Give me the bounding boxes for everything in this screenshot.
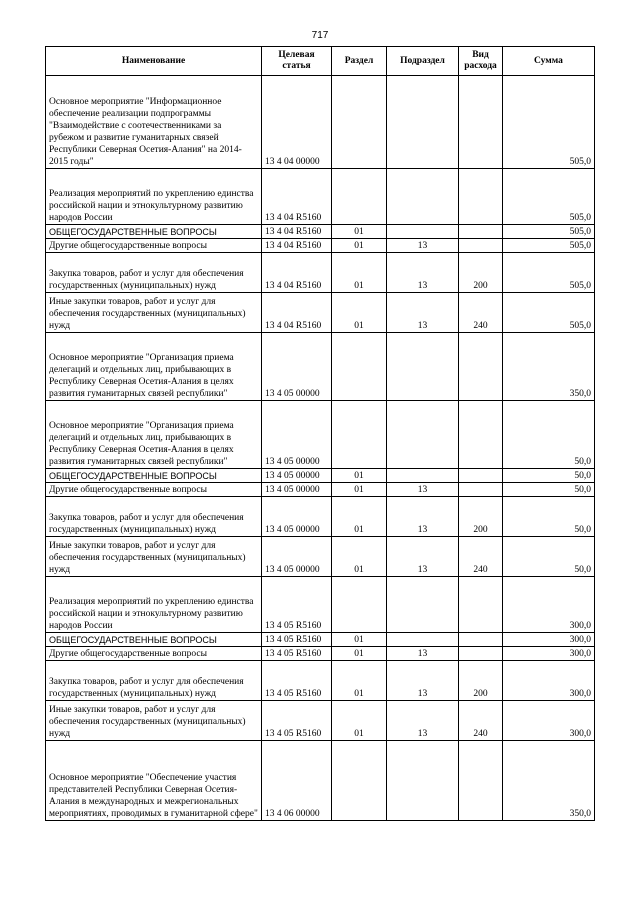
row-subsection: 13 (387, 253, 459, 293)
row-name: Иные закупки товаров, работ и услуг для обеспечения государственных (муниципальных) нужд (46, 537, 262, 577)
table-row (46, 701, 595, 741)
row-subsection (387, 76, 459, 169)
row-amount: 505,0 (503, 225, 595, 239)
row-target-code: 13 4 04 00000 (262, 76, 332, 169)
row-expense-type (459, 483, 503, 497)
row-section: 01 (332, 497, 387, 537)
header-target: Целевая статья (262, 47, 332, 76)
header-expense-type: Вид расхода (459, 47, 503, 76)
row-expense-type: 200 (459, 497, 503, 537)
row-target-code: 13 4 05 R5160 (262, 701, 332, 741)
row-expense-type (459, 401, 503, 469)
row-section: 01 (332, 537, 387, 577)
row-subsection (387, 577, 459, 633)
row-expense-type (459, 225, 503, 239)
row-amount: 505,0 (503, 76, 595, 169)
row-amount: 505,0 (503, 253, 595, 293)
row-subsection: 13 (387, 647, 459, 661)
header-name: Наименование (46, 47, 262, 76)
row-target-code: 13 4 05 00000 (262, 469, 332, 483)
row-section: 01 (332, 293, 387, 333)
row-amount: 505,0 (503, 239, 595, 253)
row-expense-type (459, 169, 503, 225)
row-subsection (387, 333, 459, 401)
row-amount: 505,0 (503, 293, 595, 333)
row-amount: 50,0 (503, 537, 595, 577)
header-amount: Сумма (503, 47, 595, 76)
row-expense-type (459, 577, 503, 633)
row-name: ОБЩЕГОСУДАРСТВЕННЫЕ ВОПРОСЫ (46, 225, 262, 239)
row-subsection: 13 (387, 497, 459, 537)
row-name: Основное мероприятие "Информационное обеспечение реализации подпрограммы "Взаимодействие с соотечественниками за рубежом и развитие гуманитарных связей Республики Северная Осетия-Алания" на 2014-2015 годы" (46, 76, 262, 169)
table-header-row (46, 47, 595, 76)
table-row (46, 497, 595, 537)
row-target-code: 13 4 05 R5160 (262, 577, 332, 633)
row-name: Иные закупки товаров, работ и услуг для обеспечения государственных (муниципальных) нужд (46, 293, 262, 333)
row-target-code: 13 4 05 00000 (262, 333, 332, 401)
row-amount: 300,0 (503, 647, 595, 661)
row-amount: 350,0 (503, 333, 595, 401)
budget-table (45, 46, 595, 821)
row-expense-type (459, 633, 503, 647)
header-subsection: Подраздел (387, 47, 459, 76)
row-subsection (387, 633, 459, 647)
row-expense-type (459, 239, 503, 253)
row-section: 01 (332, 661, 387, 701)
table-row (46, 647, 595, 661)
row-section: 01 (332, 633, 387, 647)
row-target-code: 13 4 05 00000 (262, 497, 332, 537)
row-expense-type: 240 (459, 293, 503, 333)
row-name: Реализация мероприятий по укреплению единства российской нации и этнокультурному развитию народов России (46, 169, 262, 225)
row-target-code: 13 4 06 00000 (262, 741, 332, 821)
row-section (332, 577, 387, 633)
table-row (46, 537, 595, 577)
row-section: 01 (332, 253, 387, 293)
row-subsection (387, 741, 459, 821)
page-number: 717 (311, 30, 329, 41)
table-row (46, 469, 595, 483)
row-amount: 300,0 (503, 701, 595, 741)
row-target-code: 13 4 04 R5160 (262, 239, 332, 253)
row-expense-type (459, 76, 503, 169)
row-subsection: 13 (387, 483, 459, 497)
row-section (332, 401, 387, 469)
row-amount: 50,0 (503, 483, 595, 497)
row-expense-type (459, 647, 503, 661)
row-name: Другие общегосударственные вопросы (46, 239, 262, 253)
row-section: 01 (332, 239, 387, 253)
row-section: 01 (332, 469, 387, 483)
row-target-code: 13 4 05 R5160 (262, 633, 332, 647)
table-row (46, 76, 595, 169)
row-amount: 50,0 (503, 497, 595, 537)
row-amount: 300,0 (503, 577, 595, 633)
row-name: Закупка товаров, работ и услуг для обеспечения государственных (муниципальных) нужд (46, 497, 262, 537)
row-section: 01 (332, 225, 387, 239)
row-name: Закупка товаров, работ и услуг для обеспечения государственных (муниципальных) нужд (46, 661, 262, 701)
row-expense-type (459, 741, 503, 821)
table-row (46, 661, 595, 701)
row-amount: 505,0 (503, 169, 595, 225)
row-section: 01 (332, 647, 387, 661)
row-target-code: 13 4 04 R5160 (262, 225, 332, 239)
table-row (46, 577, 595, 633)
row-subsection: 13 (387, 537, 459, 577)
table-row (46, 239, 595, 253)
row-section (332, 741, 387, 821)
row-expense-type (459, 333, 503, 401)
row-target-code: 13 4 04 R5160 (262, 169, 332, 225)
row-name: Основное мероприятие "Организация приема делегаций и отдельных лиц, прибывающих в Республику Северная Осетия-Алания в целях развития гуманитарных связей республики" (46, 401, 262, 469)
row-expense-type: 200 (459, 253, 503, 293)
row-amount: 350,0 (503, 741, 595, 821)
row-section (332, 169, 387, 225)
row-section (332, 333, 387, 401)
row-subsection (387, 225, 459, 239)
table-row (46, 293, 595, 333)
row-expense-type: 240 (459, 701, 503, 741)
row-name: Основное мероприятие "Обеспечение участия представителей Республики Северная Осетия-Алания в международных и межрегиональных мероприятиях, проводимых в гуманитарной сфере" (46, 741, 262, 821)
row-section: 01 (332, 483, 387, 497)
header-section: Раздел (332, 47, 387, 76)
row-subsection: 13 (387, 293, 459, 333)
row-subsection: 13 (387, 239, 459, 253)
row-amount: 50,0 (503, 401, 595, 469)
row-target-code: 13 4 04 R5160 (262, 293, 332, 333)
table-row (46, 169, 595, 225)
table-row (46, 401, 595, 469)
row-name: Иные закупки товаров, работ и услуг для обеспечения государственных (муниципальных) нужд (46, 701, 262, 741)
row-subsection: 13 (387, 701, 459, 741)
row-name: Другие общегосударственные вопросы (46, 483, 262, 497)
table-row (46, 225, 595, 239)
row-subsection (387, 169, 459, 225)
table-row (46, 741, 595, 821)
row-target-code: 13 4 05 R5160 (262, 661, 332, 701)
row-target-code: 13 4 05 00000 (262, 483, 332, 497)
table-row (46, 253, 595, 293)
row-subsection: 13 (387, 661, 459, 701)
row-amount: 300,0 (503, 661, 595, 701)
row-amount: 50,0 (503, 469, 595, 483)
row-target-code: 13 4 05 00000 (262, 401, 332, 469)
row-name: Другие общегосударственные вопросы (46, 647, 262, 661)
table-row (46, 483, 595, 497)
row-name: Реализация мероприятий по укреплению единства российской нации и этнокультурному развитию народов России (46, 577, 262, 633)
row-target-code: 13 4 05 R5160 (262, 647, 332, 661)
row-expense-type: 200 (459, 661, 503, 701)
row-section: 01 (332, 701, 387, 741)
table-row (46, 633, 595, 647)
row-section (332, 76, 387, 169)
table-row (46, 333, 595, 401)
row-amount: 300,0 (503, 633, 595, 647)
row-name: ОБЩЕГОСУДАРСТВЕННЫЕ ВОПРОСЫ (46, 469, 262, 483)
row-name: Закупка товаров, работ и услуг для обеспечения государственных (муниципальных) нужд (46, 253, 262, 293)
row-expense-type: 240 (459, 537, 503, 577)
row-name: ОБЩЕГОСУДАРСТВЕННЫЕ ВОПРОСЫ (46, 633, 262, 647)
row-expense-type (459, 469, 503, 483)
row-subsection (387, 401, 459, 469)
row-subsection (387, 469, 459, 483)
row-target-code: 13 4 05 00000 (262, 537, 332, 577)
row-name: Основное мероприятие "Организация приема делегаций и отдельных лиц, прибывающих в Республику Северная Осетия-Алания в целях развития гуманитарных связей республики" (46, 333, 262, 401)
row-target-code: 13 4 04 R5160 (262, 253, 332, 293)
